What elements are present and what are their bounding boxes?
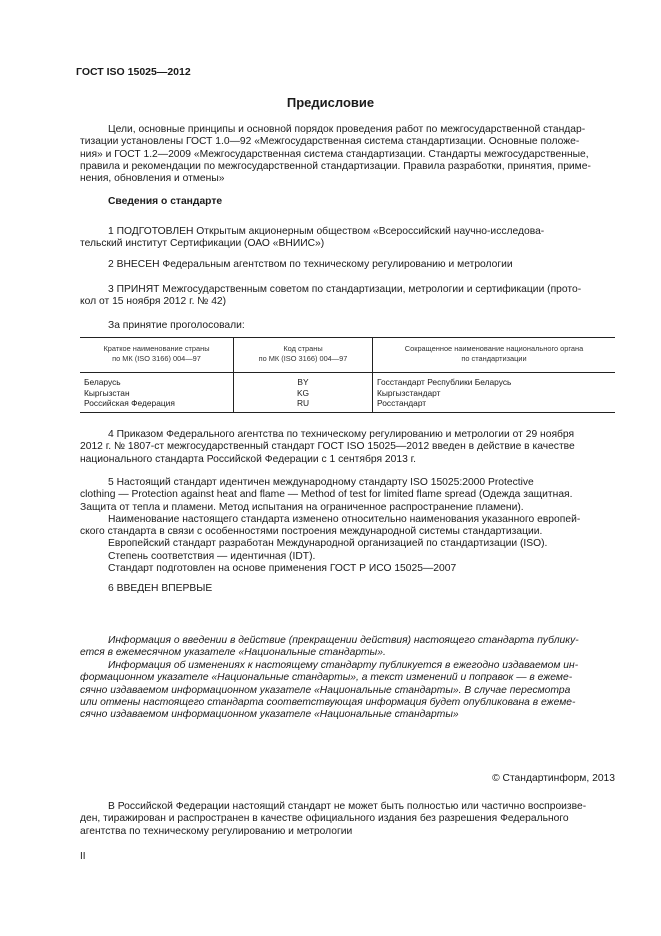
info-2-line: формационном указателе «Национальные стандарты», а текст изменений и поправок — в ежеме- [80, 672, 573, 684]
table-row [80, 388, 615, 399]
section-title: Сведения о стандарте [108, 196, 223, 207]
item-6-line: 6 ВВЕДЕН ВПЕРВЫЕ [108, 583, 213, 594]
page-title: Предисловие [286, 95, 375, 110]
intro-line: Цели, основные принципы и основной порядок проведения работ по межгосударственной стандар- [108, 124, 586, 135]
item-5-line: 5 Настоящий стандарт идентичен международному стандарту ISO 15025:2000 Protective [108, 477, 534, 488]
column-header-code: Код страны по МК (ISO 3166) 004—97 [234, 338, 373, 373]
table-cell-code: RU [234, 398, 373, 412]
intro-paragraph [80, 124, 615, 185]
info-2-line: сячно издаваемом информационном указателе «Национальные стандарты». В случае пересмотра [80, 684, 571, 696]
item-6 [80, 583, 615, 595]
item-5-line: Европейский стандарт разработан Международной организацией по стандартизации (ISO). [108, 538, 548, 550]
table-header-row [80, 338, 615, 373]
item-3 [80, 284, 615, 309]
vote-label [80, 320, 615, 332]
item-5-line: Наименование настоящего стандарта изменено относительно наименования указанного европей- [108, 513, 581, 525]
info-2-line: сячно издаваемом информационном указателе «Национальные стандарты» [80, 709, 459, 721]
item-5-line: ского стандарта в связи с особенностями построения международной системы стандартизации. [80, 526, 543, 538]
item-4-line: 4 Приказом Федерального агентства по техническому регулированию и метрологии от 29 ноября [108, 429, 575, 440]
info-1-line: Информация о введении в действие (прекращении действия) настоящего стандарта публику- [108, 635, 579, 646]
info-2-line: Информация об изменениях к настоящему стандарту публикуется в ежегодно издаваемом ин- [108, 660, 579, 671]
table-cell-country: Российская Федерация [80, 398, 234, 412]
item-5 [80, 477, 615, 575]
intro-line: правила и рекомендации по межгосударственной стандартизации. Правила разработки, принятия, приме- [80, 160, 591, 172]
final-line: агентства по техническому регулированию и метрологии [80, 825, 353, 837]
reproduction-notice [80, 801, 615, 838]
item-3-line: 3 ПРИНЯТ Межгосударственным советом по стандартизации, метрологии и сертификации (прото- [108, 284, 582, 295]
table-row [80, 398, 615, 412]
intro-line: ния» и ГОСТ 1.2—2009 «Межгосударственная система стандартизации. Стандарты межгосударственные, [80, 148, 589, 160]
table-row [80, 373, 615, 388]
item-4-line: национального стандарта Российской Федерации с 1 сентября 2013 г. [80, 453, 417, 465]
info-1-line: ется в ежемесячном указателе «Национальные стандарты». [80, 647, 386, 659]
item-1-line: 1 ПОДГОТОВЛЕН Открытым акционерным обществом «Всероссийский научно-исследова- [108, 226, 545, 237]
vote-label-text: За принятие проголосовали: [108, 320, 245, 331]
table-cell-body: Росстандарт [373, 398, 616, 412]
column-header-body: Сокращенное наименование национального органа по стандартизации [373, 338, 616, 373]
standard-id: ГОСТ ISO 15025—2012 [76, 66, 191, 78]
item-5-line: Стандарт подготовлен на основе применения ГОСТ Р ИСО 15025—2007 [108, 563, 457, 575]
item-4 [80, 429, 615, 466]
item-1-line: тельский институт Сертификации (ОАО «ВНИИС») [80, 238, 325, 250]
info-2-line: или отмены настоящего стандарта соответствующая информация будет опубликована в ежеме- [80, 696, 576, 708]
item-5-line: Защита от тепла и пламени. Метод испытания на ограниченное распространение пламени). [80, 501, 524, 513]
column-header-country: Краткое наименование страны по МК (ISO 3166) 004—97 [80, 338, 234, 373]
table-cell-body: Кыргызстандарт [377, 387, 441, 398]
table-cell-body: Госстандарт Республики Беларусь [377, 377, 512, 387]
info-notice-2 [80, 660, 615, 721]
table-cell-country: Кыргызстан [80, 388, 234, 399]
intro-line: нения, обновления и отмены» [80, 173, 225, 185]
final-line: В Российской Федерации настоящий стандарт не может быть полностью или частично воспроизве- [108, 801, 587, 812]
item-5-line: Степень соответствия — идентичная (IDT). [108, 550, 316, 562]
table-cell-country: Беларусь [80, 373, 234, 388]
intro-line: тизации установлены ГОСТ 1.0—92 «Межгосударственная система стандартизации. Основные положе- [80, 136, 580, 148]
info-notice-1 [80, 635, 615, 660]
item-5-line: clothing — Protection against heat and flame — Method of test for limited flame spread (Одежда защитная. [80, 489, 573, 501]
item-2 [80, 259, 615, 271]
table-cell-code: BY [234, 373, 373, 388]
item-2-line: 2 ВНЕСЕН Федеральным агентством по техническому регулированию и метрологии [108, 259, 513, 270]
item-4-line: 2012 г. № 1807-ст межгосударственный стандарт ГОСТ ISO 15025—2012 введен в действие в качестве [80, 441, 575, 453]
voting-table [80, 337, 615, 413]
final-line: ден, тиражирован и распространен в качестве официального издания без разрешения Федерального [80, 813, 569, 825]
item-1 [80, 226, 615, 251]
table-cell-code: KG [234, 388, 373, 399]
page-number: II [80, 851, 86, 862]
item-3-line: кол от 15 ноября 2012 г. № 42) [80, 296, 227, 308]
copyright: © Стандартинформ, 2013 [492, 773, 615, 784]
